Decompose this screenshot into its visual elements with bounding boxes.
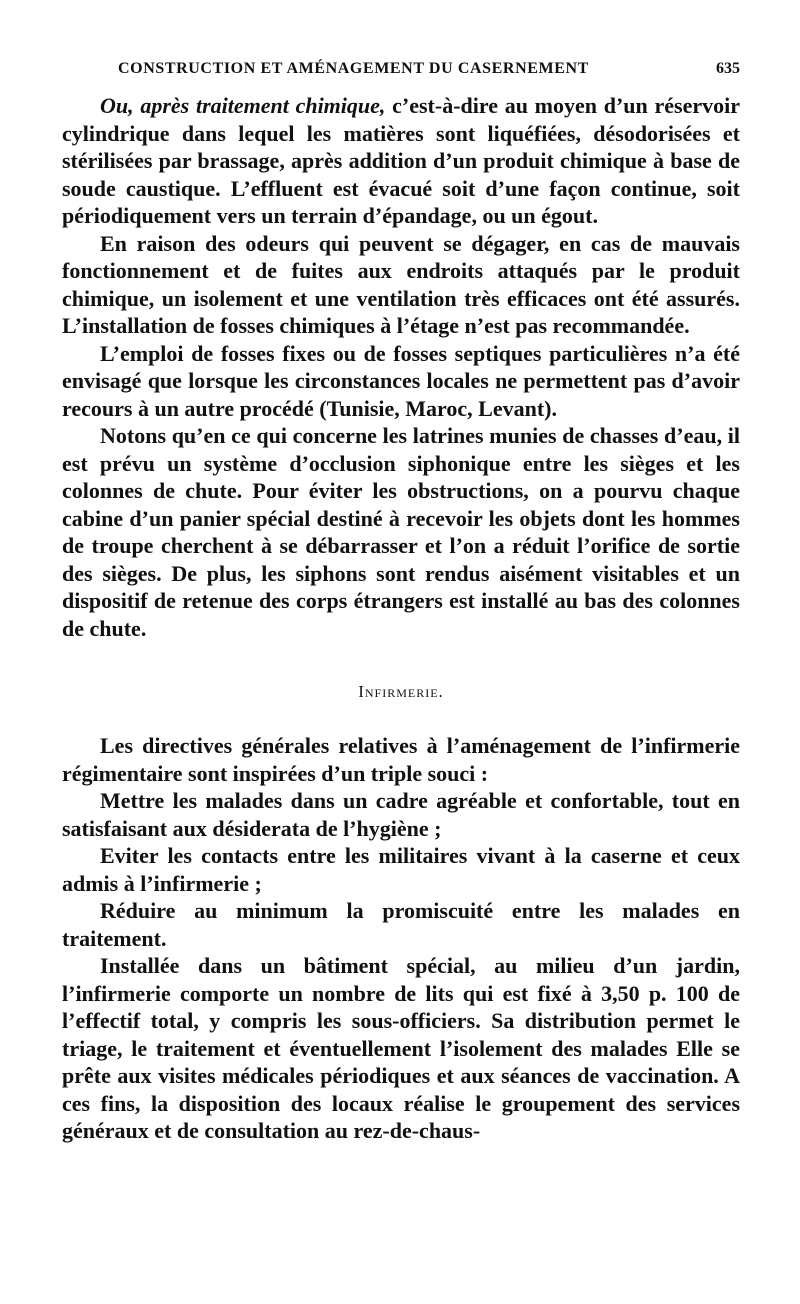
running-head-title: CONSTRUCTION ET AMÉNAGEMENT DU CASERNEMENT [118,60,589,77]
running-head [118,60,740,78]
paragraph: L’emploi de fosses fixes ou de fosses septiques particulières n’a été envisagé que lorsque les circonstances locales ne permettent pas d’avoir recours à un autre procédé (Tunisie, Maroc, Levant). [62,340,740,421]
paragraph: Mettre les malades dans un cadre agréable et confortable, tout en satisfaisant aux désiderata de l’hygiène ; [62,788,740,841]
paragraph: Eviter les contacts entre les militaires vivant à la caserne et ceux admis à l’infirmerie ; [62,843,740,896]
paragraph: Notons qu’en ce qui concerne les latrines munies de chasses d’eau, il est prévu un système d’occlusion siphonique entre les sièges et les colonnes de chute. Pour éviter les obstructions, on a pourvu chaque cabine d’un panier spécial destiné à recevoir les objets dont les hommes de troupe cherchent à se débarrasser et l’on a réduit l’orifice de sortie des sièges. De plus, les siphons sont rendus aisément visitables et un dispositif de retenue des corps étrangers est installé au bas des colonnes de chute. [62,423,740,641]
paragraph: Installée dans un bâtiment spécial, au milieu d’un jardin, l’infirmerie comporte un nombre de lits qui est fixé à 3,50 p. 100 de l’effectif total, y compris les sous-officiers. Sa distribution permet le triage, le traitement et éventuellement l’isolement des malades Elle se prête aux visites médicales périodiques et aux séances de vaccination. A ces fins, la disposition des locaux réalise le groupement des services généraux et de consultation au rez-de-chaus- [62,953,740,1143]
book-page [62,60,740,1145]
paragraph: Les directives générales relatives à l’aménagement de l’infirmerie régimentaire sont inspirées d’un triple souci : [62,733,740,786]
paragraph [62,92,740,230]
paragraph: En raison des odeurs qui peuvent se dégager, en cas de mauvais fonctionnement et de fuites aux endroits attaqués par le produit chimique, un isolement et une ventilation très efficaces ont été assurés. L’installation de fosses chimiques à l’étage n’est pas recommandée. [62,230,740,338]
body-text [62,92,740,1145]
italic-phrase: Ou, après traitement chimique, [100,93,386,118]
section-heading: Infirmerie. [358,682,444,701]
paragraph: Réduire au minimum la promiscuité entre les malades en traitement. [62,898,740,951]
page-number: 635 [716,60,740,77]
paragraph-text: c’est-à-dire au moyen d’un réservoir cylindrique dans lequel les matières sont liquéfiées, désodorisées et stérilisées par brassage, après addition d’un produit chimique à base de soude caustique. L’effluent est évacué soit d’une façon continue, soit périodiquement vers un terrain d’épandage, ou un égout. [62,93,740,228]
